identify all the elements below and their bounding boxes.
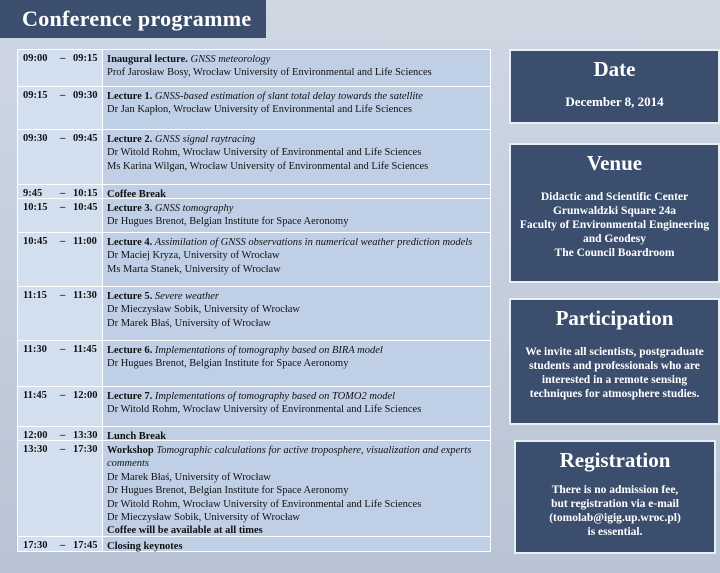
time-cell <box>18 233 103 286</box>
session-title: GNSS-based estimation of slant total delay towards the satellite <box>152 91 423 102</box>
session-bold: Lecture 2. <box>107 134 153 145</box>
speaker: Dr Jan Kapłon, Wrocław University of Environmental and Life Sciences <box>107 104 412 116</box>
time-cell <box>18 387 103 426</box>
time-dash: – <box>60 390 66 401</box>
start-time: 09:15 <box>23 90 48 101</box>
end-time: 09:30 <box>73 90 98 101</box>
panel-body <box>515 95 714 109</box>
start-time: 17:30 <box>23 540 48 551</box>
start-time: 11:45 <box>23 390 47 401</box>
time-cell <box>18 199 103 232</box>
end-time: 17:30 <box>73 444 98 455</box>
start-time: 13:30 <box>23 444 48 455</box>
session-bold: Inaugural lecture. <box>107 54 188 65</box>
panel-heading: Date <box>593 57 636 81</box>
speaker: Prof Jarosław Bosy, Wrocław University of Environmental and Life Sciences <box>107 67 432 79</box>
session-line <box>107 66 484 79</box>
speaker: Dr Mieczysław Sobik, University of Wrocław <box>107 304 301 316</box>
time-dash: – <box>60 90 66 101</box>
session-line <box>107 53 484 66</box>
speaker: Dr Marek Błaś, University of Wrocław <box>107 317 271 329</box>
end-time: 12:00 <box>73 390 98 401</box>
end-time: 13:30 <box>73 430 98 441</box>
time-dash: – <box>60 53 66 64</box>
session-title: Assimilation of GNSS observations in numerical weather prediction models <box>152 237 473 248</box>
start-time: 9:45 <box>23 188 43 199</box>
time-dash: – <box>60 540 66 551</box>
end-time: 17:45 <box>73 540 98 551</box>
session-line <box>107 511 484 524</box>
session-bold: Coffee will be available at all times <box>107 525 263 537</box>
session-bold: Lecture 7. <box>107 391 153 402</box>
session-line <box>107 146 484 159</box>
time-cell <box>18 537 103 551</box>
speaker: Dr Witold Rohm, Wrocław University of Environmental and Life Sciences <box>107 147 422 159</box>
date-panel <box>509 49 720 124</box>
start-time: 12:00 <box>23 430 48 441</box>
time-cell <box>18 441 103 536</box>
session-title: Implementations of tomography based on BIRA model <box>152 345 383 356</box>
session-details <box>107 390 484 417</box>
session-line <box>107 484 484 497</box>
end-time: 11:30 <box>73 290 97 301</box>
session-line <box>107 403 484 416</box>
session-line <box>107 103 484 116</box>
schedule-row <box>18 387 490 427</box>
time-cell <box>18 185 103 198</box>
speaker: Dr Maciej Kryza, University of Wrocław <box>107 250 280 262</box>
panel-line: but registration via e-mail <box>551 498 679 510</box>
session-line <box>107 263 484 276</box>
panel-heading: Venue <box>586 151 643 175</box>
schedule-row <box>18 287 490 341</box>
session-line <box>107 357 484 370</box>
panel-heading: Registration <box>559 448 671 472</box>
panel-body <box>520 483 710 539</box>
panel-line: and Geodesy <box>583 233 646 245</box>
panel-line: Grunwaldzki Square 24a <box>552 205 677 217</box>
session-title: Tomographic calculations for active troposphere, visualization and experts comments <box>107 445 472 470</box>
schedule-table <box>17 49 491 552</box>
panel-line: There is no admission fee, <box>551 484 679 496</box>
session-line <box>107 160 484 173</box>
panel-body <box>515 190 714 260</box>
panel-heading: Participation <box>555 306 674 330</box>
speaker: Dr Hugues Brenot, Belgian Institute for Space Aeronomy <box>107 358 349 370</box>
panel-line: techniques for atmosphere studies. <box>529 388 700 400</box>
session-line <box>107 540 484 553</box>
panel-line: The Council Boardroom <box>554 247 675 259</box>
panel-line: Faculty of Environmental Engineering <box>519 219 710 231</box>
start-time: 09:30 <box>23 133 48 144</box>
start-time: 10:45 <box>23 236 48 247</box>
session-line <box>107 249 484 262</box>
speaker: Dr Hugues Brenot, Belgian Institute for Space Aeronomy <box>107 485 349 497</box>
time-cell <box>18 427 103 440</box>
session-bold: Closing keynotes <box>107 541 183 552</box>
panel-line: We invite all scientists, postgraduate <box>525 346 704 358</box>
session-line <box>107 390 484 403</box>
speaker: Dr Witold Rohm, Wrocław University of Environmental and Life Sciences <box>107 404 422 416</box>
end-time: 09:45 <box>73 133 98 144</box>
end-time: 09:15 <box>73 53 98 64</box>
session-bold: Lunch Break <box>107 431 167 442</box>
session-bold: Lecture 3. <box>107 203 153 214</box>
start-time: 09:00 <box>23 53 48 64</box>
panel-body <box>515 345 714 401</box>
time-cell <box>18 130 103 184</box>
schedule-row <box>18 233 490 287</box>
time-cell <box>18 87 103 129</box>
schedule-row <box>18 441 490 537</box>
panel-line: Didactic and Scientific Center <box>540 191 689 203</box>
time-dash: – <box>60 430 66 441</box>
end-time: 11:00 <box>73 236 97 247</box>
end-time: 10:45 <box>73 202 98 213</box>
start-time: 10:15 <box>23 202 48 213</box>
session-line <box>107 236 484 249</box>
session-line <box>107 290 484 303</box>
speaker: Ms Karina Wilgan, Wrocław University of Environmental and Life Sciences <box>107 160 429 172</box>
session-bold: Lecture 5. <box>107 291 153 302</box>
participation-panel <box>509 298 720 425</box>
time-dash: – <box>60 202 66 213</box>
page-title: Conference programme <box>0 0 266 38</box>
session-title: GNSS signal raytracing <box>152 134 256 145</box>
end-time: 10:15 <box>73 188 98 199</box>
speaker: Dr Hugues Brenot, Belgian Institute for Space Aeronomy <box>107 216 349 228</box>
time-cell <box>18 50 103 86</box>
session-line <box>107 215 484 228</box>
session-bold: Workshop <box>107 445 154 456</box>
time-cell <box>18 341 103 386</box>
session-details <box>107 290 484 330</box>
time-dash: – <box>60 444 66 455</box>
session-details <box>107 133 484 173</box>
session-line <box>107 524 484 537</box>
time-dash: – <box>60 133 66 144</box>
panel-line: December 8, 2014 <box>565 94 664 109</box>
session-title: Severe weather <box>152 291 219 302</box>
session-details <box>107 236 484 276</box>
speaker: Dr Mieczysław Sobik, University of Wrocław <box>107 512 301 524</box>
session-line <box>107 202 484 215</box>
registration-panel <box>514 440 716 554</box>
time-cell <box>18 287 103 340</box>
panel-line: students and professionals who are <box>529 360 700 372</box>
session-details <box>107 540 484 553</box>
session-bold: Lecture 1. <box>107 91 153 102</box>
session-details <box>107 202 484 229</box>
panel-line: is essential. <box>587 526 643 538</box>
session-bold: Lecture 6. <box>107 345 153 356</box>
schedule-row <box>18 185 490 199</box>
panel-line: (tomolab@igig.up.wroc.pl) <box>549 512 681 524</box>
session-details <box>107 444 484 538</box>
session-details <box>107 344 484 371</box>
session-bold: Lecture 4. <box>107 237 153 248</box>
session-line <box>107 133 484 146</box>
time-dash: – <box>60 236 66 247</box>
session-details <box>107 90 484 117</box>
session-line <box>107 471 484 484</box>
session-line <box>107 303 484 316</box>
speaker: Dr Witold Rohm, Wrocław University of Environmental and Life Sciences <box>107 498 422 510</box>
schedule-row <box>18 199 490 233</box>
schedule-row <box>18 427 490 441</box>
schedule-row <box>18 341 490 387</box>
session-line <box>107 317 484 330</box>
time-dash: – <box>60 344 66 355</box>
session-title: GNSS meteorology <box>187 54 271 65</box>
session-title: GNSS tomography <box>152 203 234 214</box>
session-line <box>107 444 484 471</box>
speaker: Dr Marek Błaś, University of Wrocław <box>107 471 271 483</box>
session-line <box>107 498 484 511</box>
speaker: Ms Marta Stanek, University of Wrocław <box>107 263 281 275</box>
panel-line: interested in a remote sensing <box>541 374 688 386</box>
time-dash: – <box>60 290 66 301</box>
session-bold: Coffee Break <box>107 189 166 200</box>
schedule-row <box>18 130 490 185</box>
end-time: 11:45 <box>73 344 97 355</box>
time-dash: – <box>60 188 66 199</box>
start-time: 11:30 <box>23 344 47 355</box>
session-line <box>107 344 484 357</box>
start-time: 11:15 <box>23 290 47 301</box>
session-title: Implementations of tomography based on TOMO2 model <box>152 391 396 402</box>
schedule-row <box>18 537 490 551</box>
venue-panel <box>509 143 720 283</box>
schedule-row <box>18 87 490 130</box>
schedule-row <box>18 50 490 87</box>
session-details <box>107 53 484 80</box>
session-line <box>107 90 484 103</box>
